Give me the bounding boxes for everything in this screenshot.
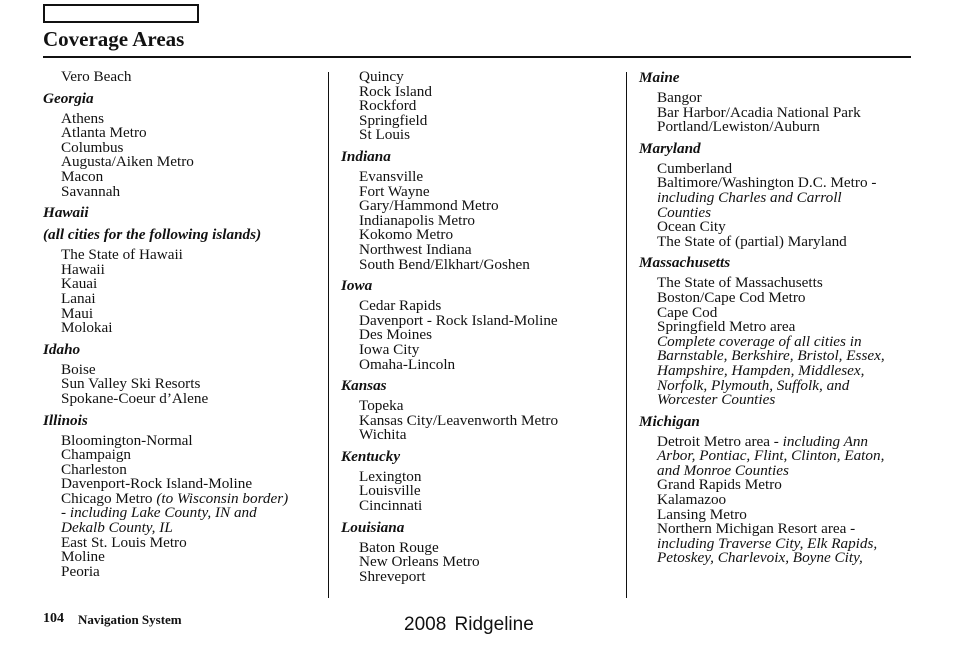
city-item xyxy=(43,321,328,336)
city-name: South Bend/Elkhart/Goshen xyxy=(359,255,530,273)
city-name: Athens xyxy=(61,109,105,127)
city-name: Topeka xyxy=(359,397,404,415)
city-name: Rock Island xyxy=(359,82,432,100)
state-heading: Idaho xyxy=(43,340,81,358)
city-name: Spokane-Coeur d’Alene xyxy=(61,389,209,407)
city-name: Fort Wayne xyxy=(359,182,430,200)
city-name: Boise xyxy=(61,360,96,378)
city-item xyxy=(341,428,621,443)
city-name: Cedar Rapids xyxy=(359,297,442,315)
coverage-note-text: Worcester Counties xyxy=(657,391,776,409)
city-name: Louisville xyxy=(359,482,421,500)
city-name: The State of Massachusetts xyxy=(657,274,823,292)
city-name: Lanai xyxy=(61,289,96,307)
state-heading: (all cities for the following islands) xyxy=(43,226,262,244)
city-name: The State of Hawaii xyxy=(61,246,183,264)
city-name: Champaign xyxy=(61,446,132,464)
city-name: Bar Harbor/Acadia National Park xyxy=(657,103,861,121)
city-name: Kauai xyxy=(61,275,98,293)
city-name: Charleston xyxy=(61,460,127,478)
coverage-column-2 xyxy=(341,70,621,584)
city-name: Detroit Metro area - xyxy=(657,432,779,450)
state-heading: Georgia xyxy=(43,89,94,107)
city-name: Northern Michigan Resort area - xyxy=(657,520,856,538)
city-note: (to Wisconsin border) xyxy=(156,489,289,507)
city-name: Davenport-Rock Island-Moline xyxy=(61,475,253,493)
city-name: Columbus xyxy=(61,138,124,156)
city-item xyxy=(43,562,328,580)
coverage-note-text: and Monroe Counties xyxy=(657,461,789,479)
page-number: 104 xyxy=(43,611,64,626)
coverage-note-text: Barnstable, Berkshire, Bristol, Essex, xyxy=(657,347,885,365)
city-name: Indianapolis Metro xyxy=(359,211,475,229)
city-name: Atlanta Metro xyxy=(61,124,147,142)
city-name: Moline xyxy=(61,548,105,566)
coverage-column-1 xyxy=(43,70,328,579)
city-name: Kokomo Metro xyxy=(359,226,454,244)
coverage-note-text: Petoskey, Charlevoix, Boyne City, xyxy=(657,549,863,567)
state-heading: Kentucky xyxy=(341,447,401,465)
city-note: including Ann xyxy=(782,432,869,450)
state-heading: Hawaii xyxy=(43,204,89,222)
state-heading: Maine xyxy=(639,69,680,86)
city-item xyxy=(43,389,328,407)
column-divider-2 xyxy=(626,72,627,598)
coverage-note-text: Arbor, Pontiac, Flint, Clinton, Eaton, xyxy=(657,447,885,465)
city-name: Lexington xyxy=(359,467,422,485)
coverage-note-text: - including Lake County, IN and xyxy=(61,504,257,522)
city-item xyxy=(341,355,621,373)
coverage-column-3 xyxy=(639,70,911,566)
city-item xyxy=(43,70,328,85)
coverage-note xyxy=(639,393,911,408)
coverage-note-text: Hampshire, Hampden, Middlesex, xyxy=(657,361,865,379)
city-item xyxy=(341,567,621,585)
city-name: Iowa City xyxy=(359,340,420,358)
city-name: Rockford xyxy=(359,97,417,115)
city-name: Kansas City/Leavenworth Metro xyxy=(359,411,559,429)
city-name: Baton Rouge xyxy=(359,538,439,556)
city-name: Ocean City xyxy=(657,218,726,236)
city-name: Sun Valley Ski Resorts xyxy=(61,375,201,393)
city-name: Chicago Metro xyxy=(61,489,153,507)
city-name: Davenport - Rock Island-Moline xyxy=(359,311,558,329)
city-name: New Orleans Metro xyxy=(359,553,480,571)
city-item xyxy=(341,255,621,273)
coverage-note-text: including Traverse City, Elk Rapids, xyxy=(657,534,878,552)
title-divider xyxy=(43,56,911,58)
city-name: Cumberland xyxy=(657,159,733,177)
city-name: Augusta/Aiken Metro xyxy=(61,153,194,171)
state-heading: Kansas xyxy=(341,377,387,395)
city-name: Quincy xyxy=(359,68,404,85)
city-name: Peoria xyxy=(61,562,100,580)
state-heading: Maryland xyxy=(639,139,701,157)
city-item xyxy=(639,120,911,135)
city-name: Evansville xyxy=(359,167,424,185)
city-name: Lansing Metro xyxy=(657,505,747,523)
city-item xyxy=(341,499,621,514)
city-name: East St. Louis Metro xyxy=(61,533,187,551)
state-heading: Illinois xyxy=(43,411,88,429)
coverage-note-text: including Charles and Carroll xyxy=(657,188,842,206)
city-item xyxy=(341,128,621,143)
city-name: Des Moines xyxy=(359,326,432,344)
state-heading: Indiana xyxy=(341,147,391,165)
coverage-note xyxy=(639,551,911,566)
coverage-note-text: Norfolk, Plymouth, Suffolk, and xyxy=(657,376,850,394)
city-item xyxy=(43,182,328,200)
city-name: Portland/Lewiston/Auburn xyxy=(657,118,820,136)
coverage-note-text: Dekalb County, IL xyxy=(61,519,173,537)
state-heading: Iowa xyxy=(341,277,373,295)
city-name: Hawaii xyxy=(61,260,105,278)
city-name: Bangor xyxy=(657,89,702,106)
city-name: Cape Cod xyxy=(657,303,718,321)
city-name: Kalamazoo xyxy=(657,491,727,509)
city-name: Cincinnati xyxy=(359,497,423,515)
city-name: Molokai xyxy=(61,319,113,337)
city-name: Savannah xyxy=(61,182,121,200)
state-heading: Massachusetts xyxy=(639,254,731,272)
city-name: Grand Rapids Metro xyxy=(657,476,782,494)
city-name: Omaha-Lincoln xyxy=(359,355,456,373)
city-name: Macon xyxy=(61,167,104,185)
column-divider-1 xyxy=(328,72,329,598)
header-tab-box xyxy=(43,4,199,23)
city-name: Baltimore/Washington D.C. Metro - xyxy=(657,174,877,192)
city-name: St Louis xyxy=(359,126,411,144)
city-name: Springfield xyxy=(359,111,428,129)
city-name: Northwest Indiana xyxy=(359,240,472,258)
state-heading: Louisiana xyxy=(341,518,405,536)
city-name: Bloomington-Normal xyxy=(61,431,193,449)
city-name: Wichita xyxy=(359,426,407,444)
city-name: The State of (partial) Maryland xyxy=(657,232,847,250)
coverage-note-text: Counties xyxy=(657,203,712,221)
city-name: Boston/Cape Cod Metro xyxy=(657,288,806,306)
city-name: Gary/Hammond Metro xyxy=(359,197,499,215)
city-name: Shreveport xyxy=(359,567,426,585)
city-name: Maui xyxy=(61,304,94,322)
coverage-note-text: Complete coverage of all cities in xyxy=(657,332,862,350)
page-title: Coverage Areas xyxy=(43,27,185,51)
footer-model-name: 2008 Ridgeline xyxy=(404,614,534,635)
city-name: Vero Beach xyxy=(61,68,132,85)
city-item xyxy=(639,232,911,250)
footer-section-title: Navigation System xyxy=(78,612,182,627)
state-heading: Michigan xyxy=(639,412,700,430)
city-name: Springfield Metro area xyxy=(657,318,796,336)
